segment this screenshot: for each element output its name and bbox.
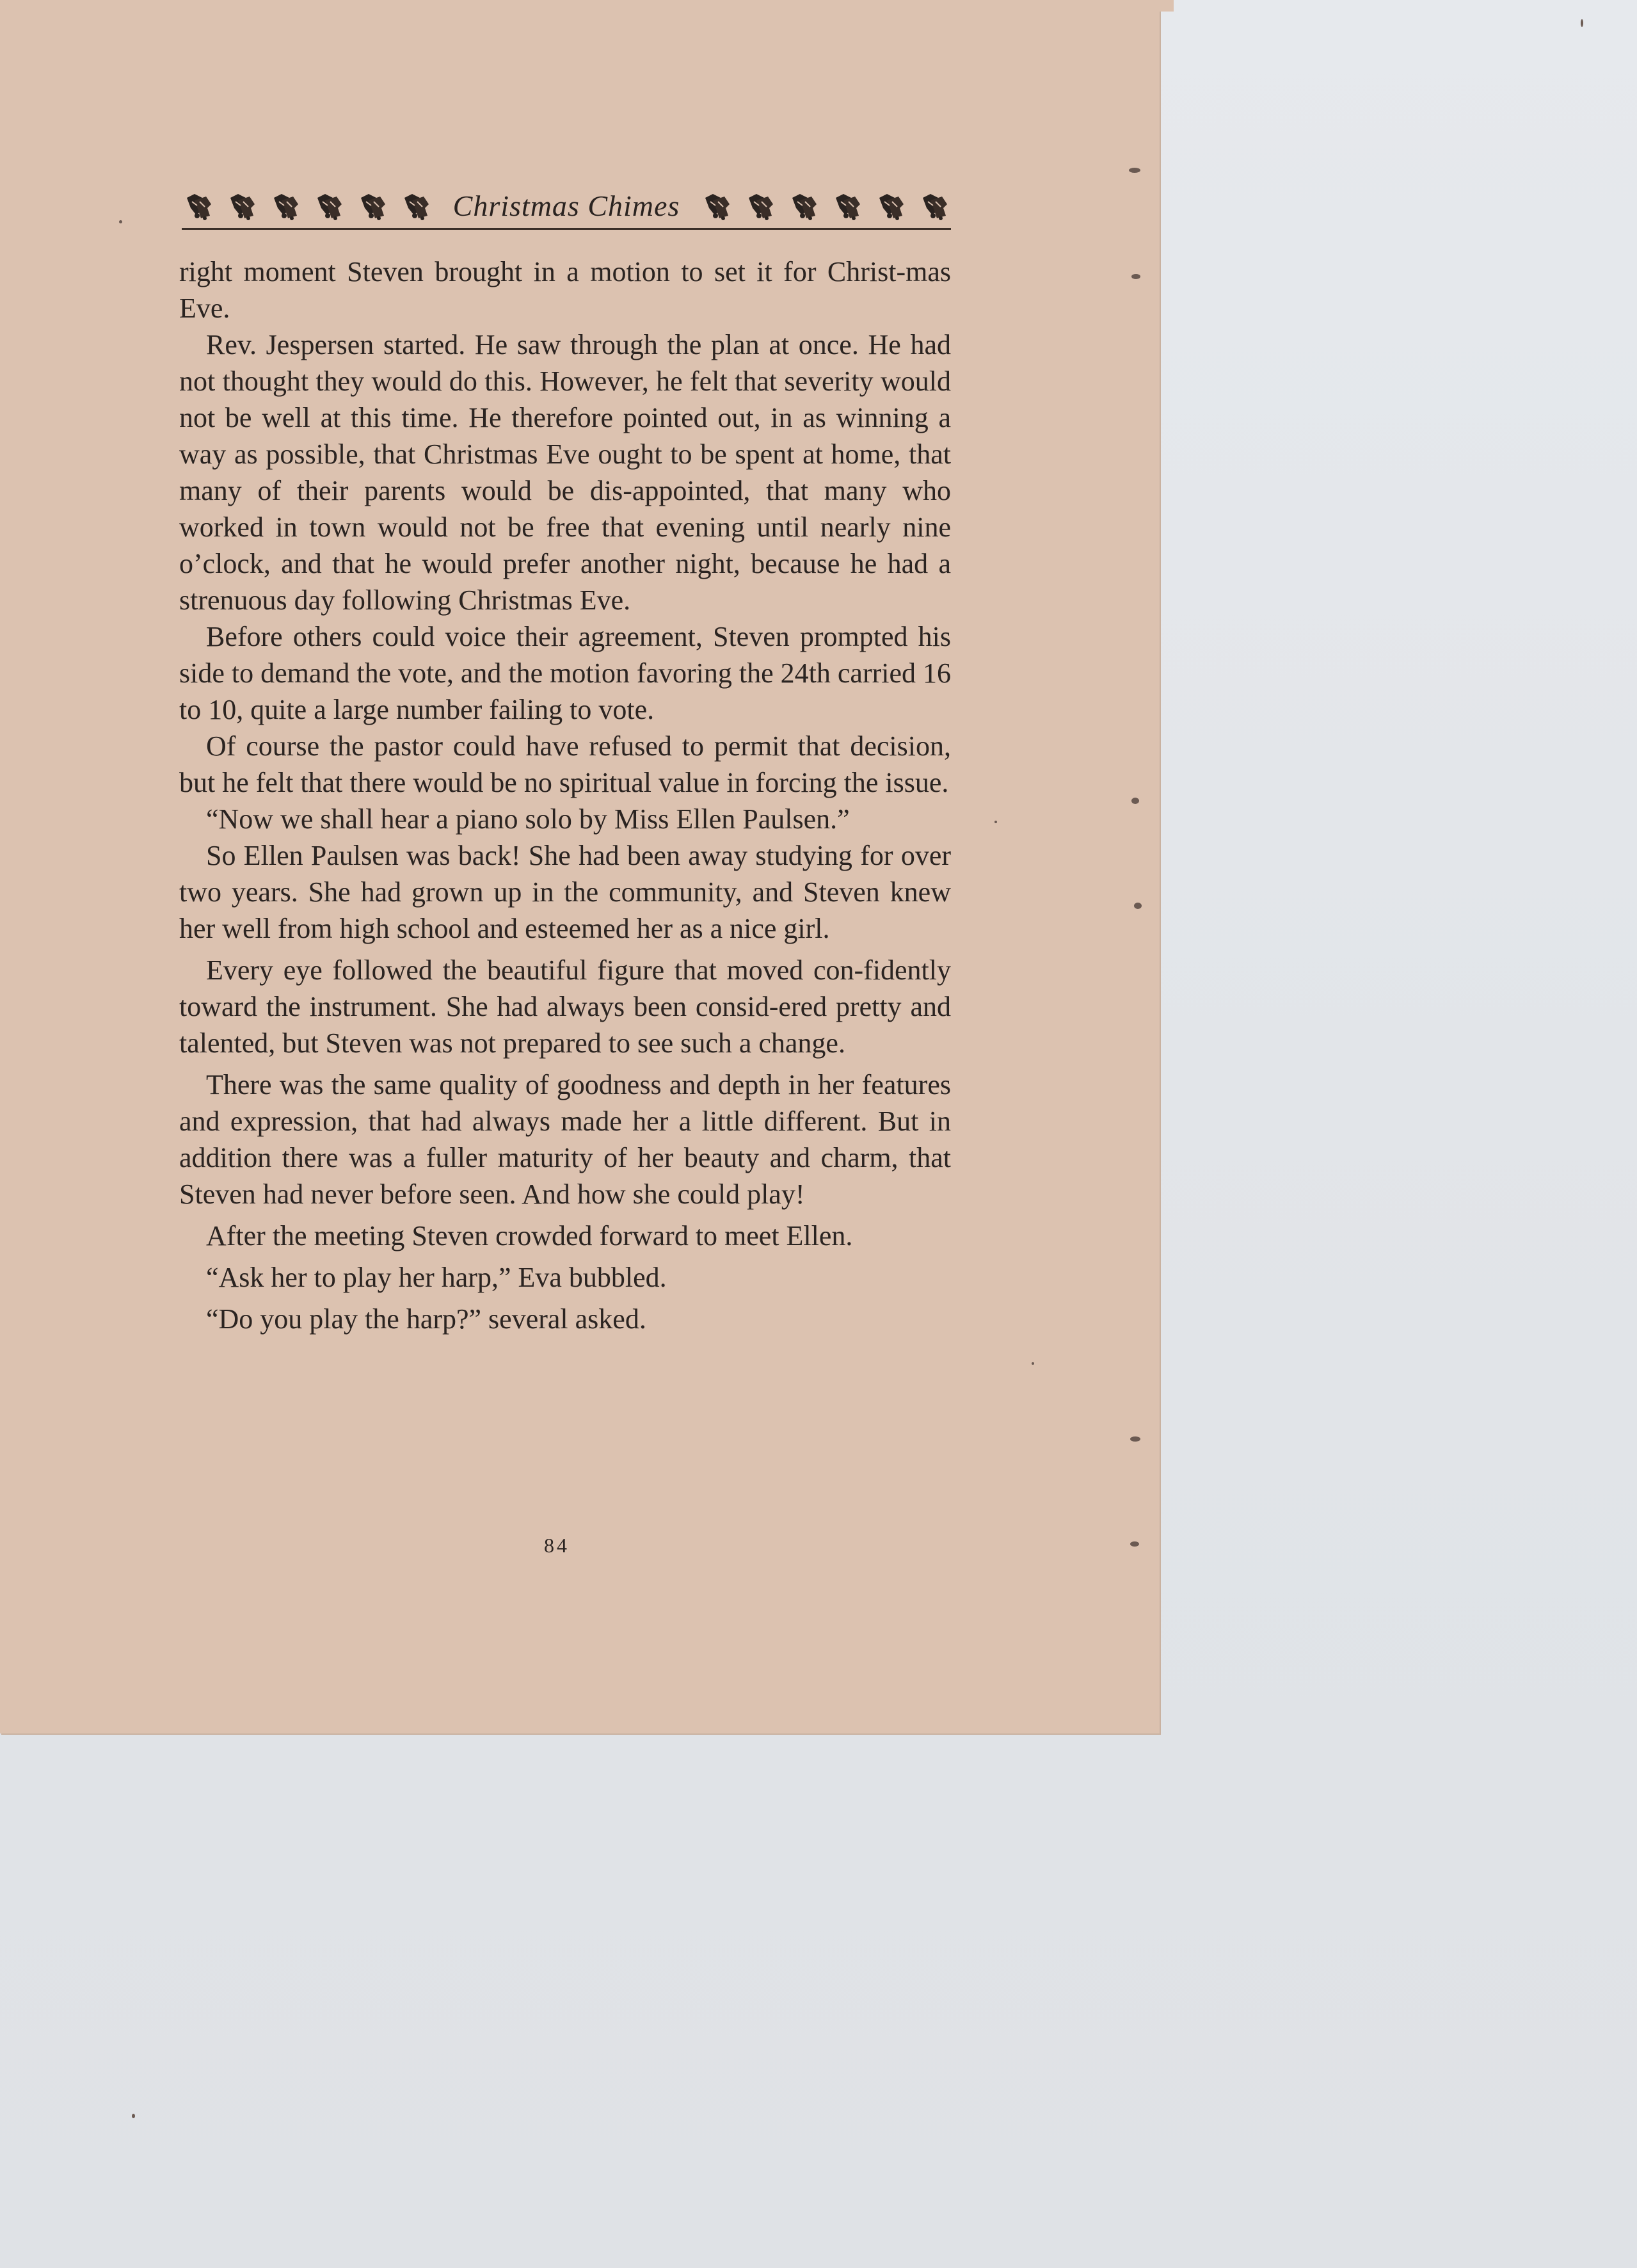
bell-ornament-icon	[399, 189, 433, 222]
paragraph: Rev. Jespersen started. He saw through the plan at once. He had not thought they would do this. However, he felt that severity would not be well at this time. He therefore pointed out, in as winning a way as possible, that Christmas Eve ought to be spent at home, that many of their parents would be dis-appointed, that many who worked in town would not be free that evening until nearly nine o’clock, and that he would prefer another night, because he had a strenuous day following Christmas Eve.	[179, 329, 951, 616]
bell-ornament-icon	[787, 189, 820, 222]
bell-ornament-icon	[269, 189, 302, 222]
paragraph: After the meeting Steven crowded forward to meet Ellen.	[206, 1220, 853, 1251]
paragraph: “Now we shall hear a piano solo by Miss Ellen Paulsen.”	[206, 803, 850, 835]
paragraph: “Do you play the harp?” several asked.	[206, 1303, 646, 1335]
page-number: 84	[544, 1534, 570, 1557]
bell-ornament-icon	[356, 189, 389, 222]
bell-ornament-icon	[744, 189, 777, 222]
bell-ornament-icon	[225, 189, 259, 222]
paragraph: Before others could voice their agreement, Steven prompted his side to demand the vote, and the motion favoring the 24th carried 16 to 10, quite a large number failing to vote.	[179, 621, 952, 725]
right-ornament-row	[700, 189, 951, 222]
paragraph: “Ask her to play her harp,” Eva bubbled.	[206, 1262, 667, 1293]
paragraph: So Ellen Paulsen was back! She had been away studying for over two years. She had grown up in the community, and Steven knew her well from high school and esteemed her as a nice girl.	[179, 840, 951, 944]
paragraph: right moment Steven brought in a motion to set it for Christ-mas Eve.	[179, 256, 951, 324]
bell-ornament-icon	[918, 189, 951, 222]
left-ornament-row	[182, 189, 433, 222]
bell-ornament-icon	[182, 189, 215, 222]
running-head-title: Christmas Chimes	[452, 189, 680, 222]
page-edge	[1160, 0, 1174, 12]
paragraph: There was the same quality of goodness and depth in her features and expression, that had always made her a little different. But in addition there was a fuller maturity of her beauty and charm, that Steven had never before seen. And how she could play!	[179, 1069, 951, 1210]
bell-ornament-icon	[312, 189, 346, 222]
bell-ornament-icon	[874, 189, 907, 222]
bell-ornament-icon	[831, 189, 864, 222]
paragraph: Of course the pastor could have refused to permit that decision, but he felt that there would be no spiritual value in forcing the issue.	[179, 730, 951, 798]
running-header	[182, 183, 951, 230]
body-text	[179, 253, 951, 1337]
paragraph: Every eye followed the beautiful figure that moved con-fidently toward the instrument. She had always been consid-ered pretty and talented, but Steven was not prepared to see such a change.	[179, 954, 951, 1059]
bell-ornament-icon	[700, 189, 733, 222]
